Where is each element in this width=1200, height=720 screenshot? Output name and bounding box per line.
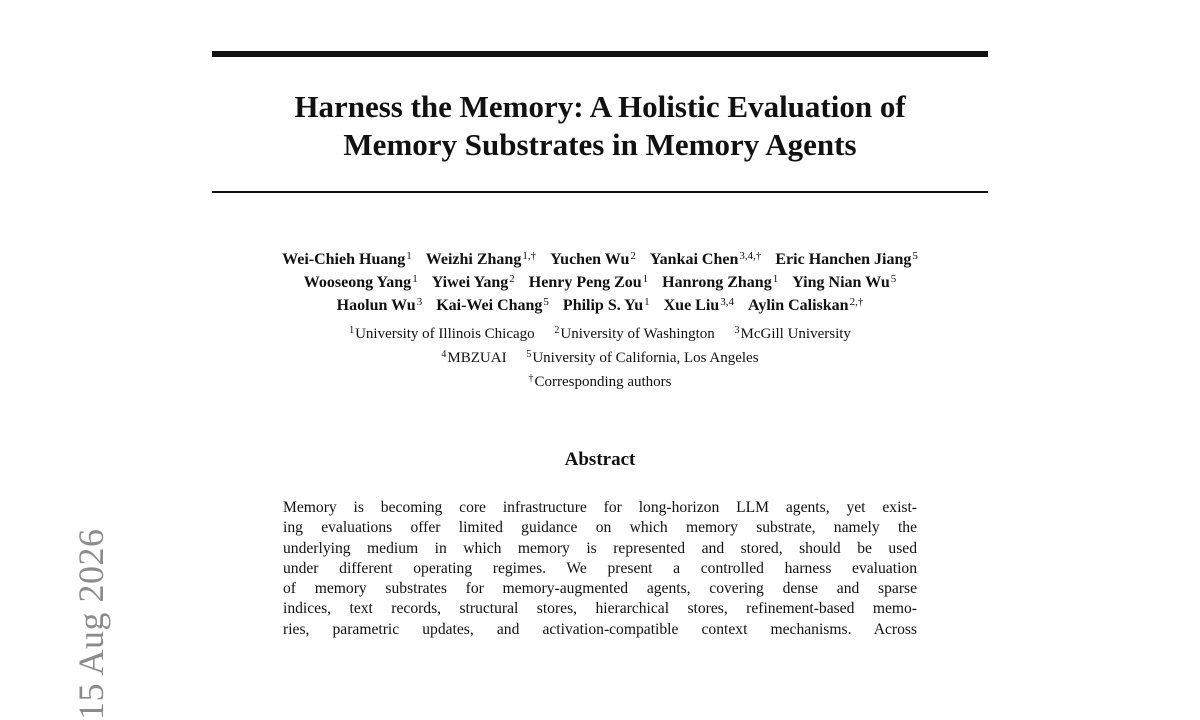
author: Aylin Caliskan$^{2,\dagger}$	[747, 296, 864, 314]
title-line: Memory Substrates in Memory Agents	[343, 127, 857, 162]
affiliation-line	[212, 322, 988, 346]
affiliation: $^3$McGill University	[734, 325, 851, 342]
abstract-line: ing evaluations offer limited guidance on which memory substrate, namely the	[283, 519, 917, 537]
author: Weizhi Zhang$^{1,\dagger}$	[425, 250, 537, 268]
abstract-line: underlying medium in which memory is represented and stored, should be used	[283, 539, 917, 557]
abstract-line: of memory substrates for memory-augmented agents, covering dense and sparse	[283, 580, 917, 598]
abstract-line: under different operating regimes. We present a controlled harness evaluation	[283, 559, 917, 577]
author: Wei-Chieh Huang$^1$	[282, 250, 412, 268]
abstract-heading: Abstract	[564, 449, 636, 470]
author: Yankai Chen$^{3,4,\dagger}$	[649, 250, 762, 268]
paper-title	[212, 88, 988, 164]
abstract-body	[283, 498, 917, 640]
author: Yuchen Wu$^2$	[550, 250, 636, 268]
abstract-line: indices, text records, structural stores, hierarchical stores, refinement-based memo-	[283, 600, 917, 618]
author: Ying Nian Wu$^5$	[792, 273, 897, 291]
arxiv-side-stamp: 15 Aug 2026	[71, 528, 111, 720]
author: Haolun Wu$^3$	[336, 296, 423, 314]
author-line	[212, 248, 988, 271]
author: Henry Peng Zou$^1$	[528, 273, 649, 291]
author: Yiwei Yang$^2$	[431, 273, 515, 291]
author-line	[212, 271, 988, 294]
abstract-line: Memory is becoming core infrastructure for long-horizon LLM agents, yet exist-	[283, 499, 917, 516]
author: Kai-Wei Chang$^5$	[436, 296, 549, 314]
abstract-line: ries, parametric updates, and activation-compatible context mechanisms. Across	[283, 620, 917, 638]
author: Philip S. Yu$^1$	[562, 296, 650, 314]
author: Eric Hanchen Jiang$^5$	[775, 250, 918, 268]
author-line	[212, 294, 988, 317]
author: Wooseong Yang$^1$	[303, 273, 418, 291]
affiliation: $^2$University of Washington	[554, 325, 715, 342]
affiliation-list	[212, 322, 988, 394]
title-bottom-rule	[212, 191, 988, 193]
author-list	[212, 248, 988, 317]
affiliation-line	[212, 370, 988, 394]
author: Hanrong Zhang$^1$	[662, 273, 779, 291]
affiliation-line	[212, 346, 988, 370]
affiliation: $^4$MBZUAI	[441, 349, 507, 366]
title-line: Harness the Memory: A Holistic Evaluation of	[294, 89, 906, 124]
author: Xue Liu$^{3,4}$	[663, 296, 734, 314]
affiliation: $^5$University of California, Los Angeles	[526, 349, 759, 366]
title-top-rule	[212, 51, 988, 57]
corresponding-note: †Corresponding authors	[528, 373, 672, 390]
affiliation: $^1$University of Illinois Chicago	[349, 325, 535, 342]
